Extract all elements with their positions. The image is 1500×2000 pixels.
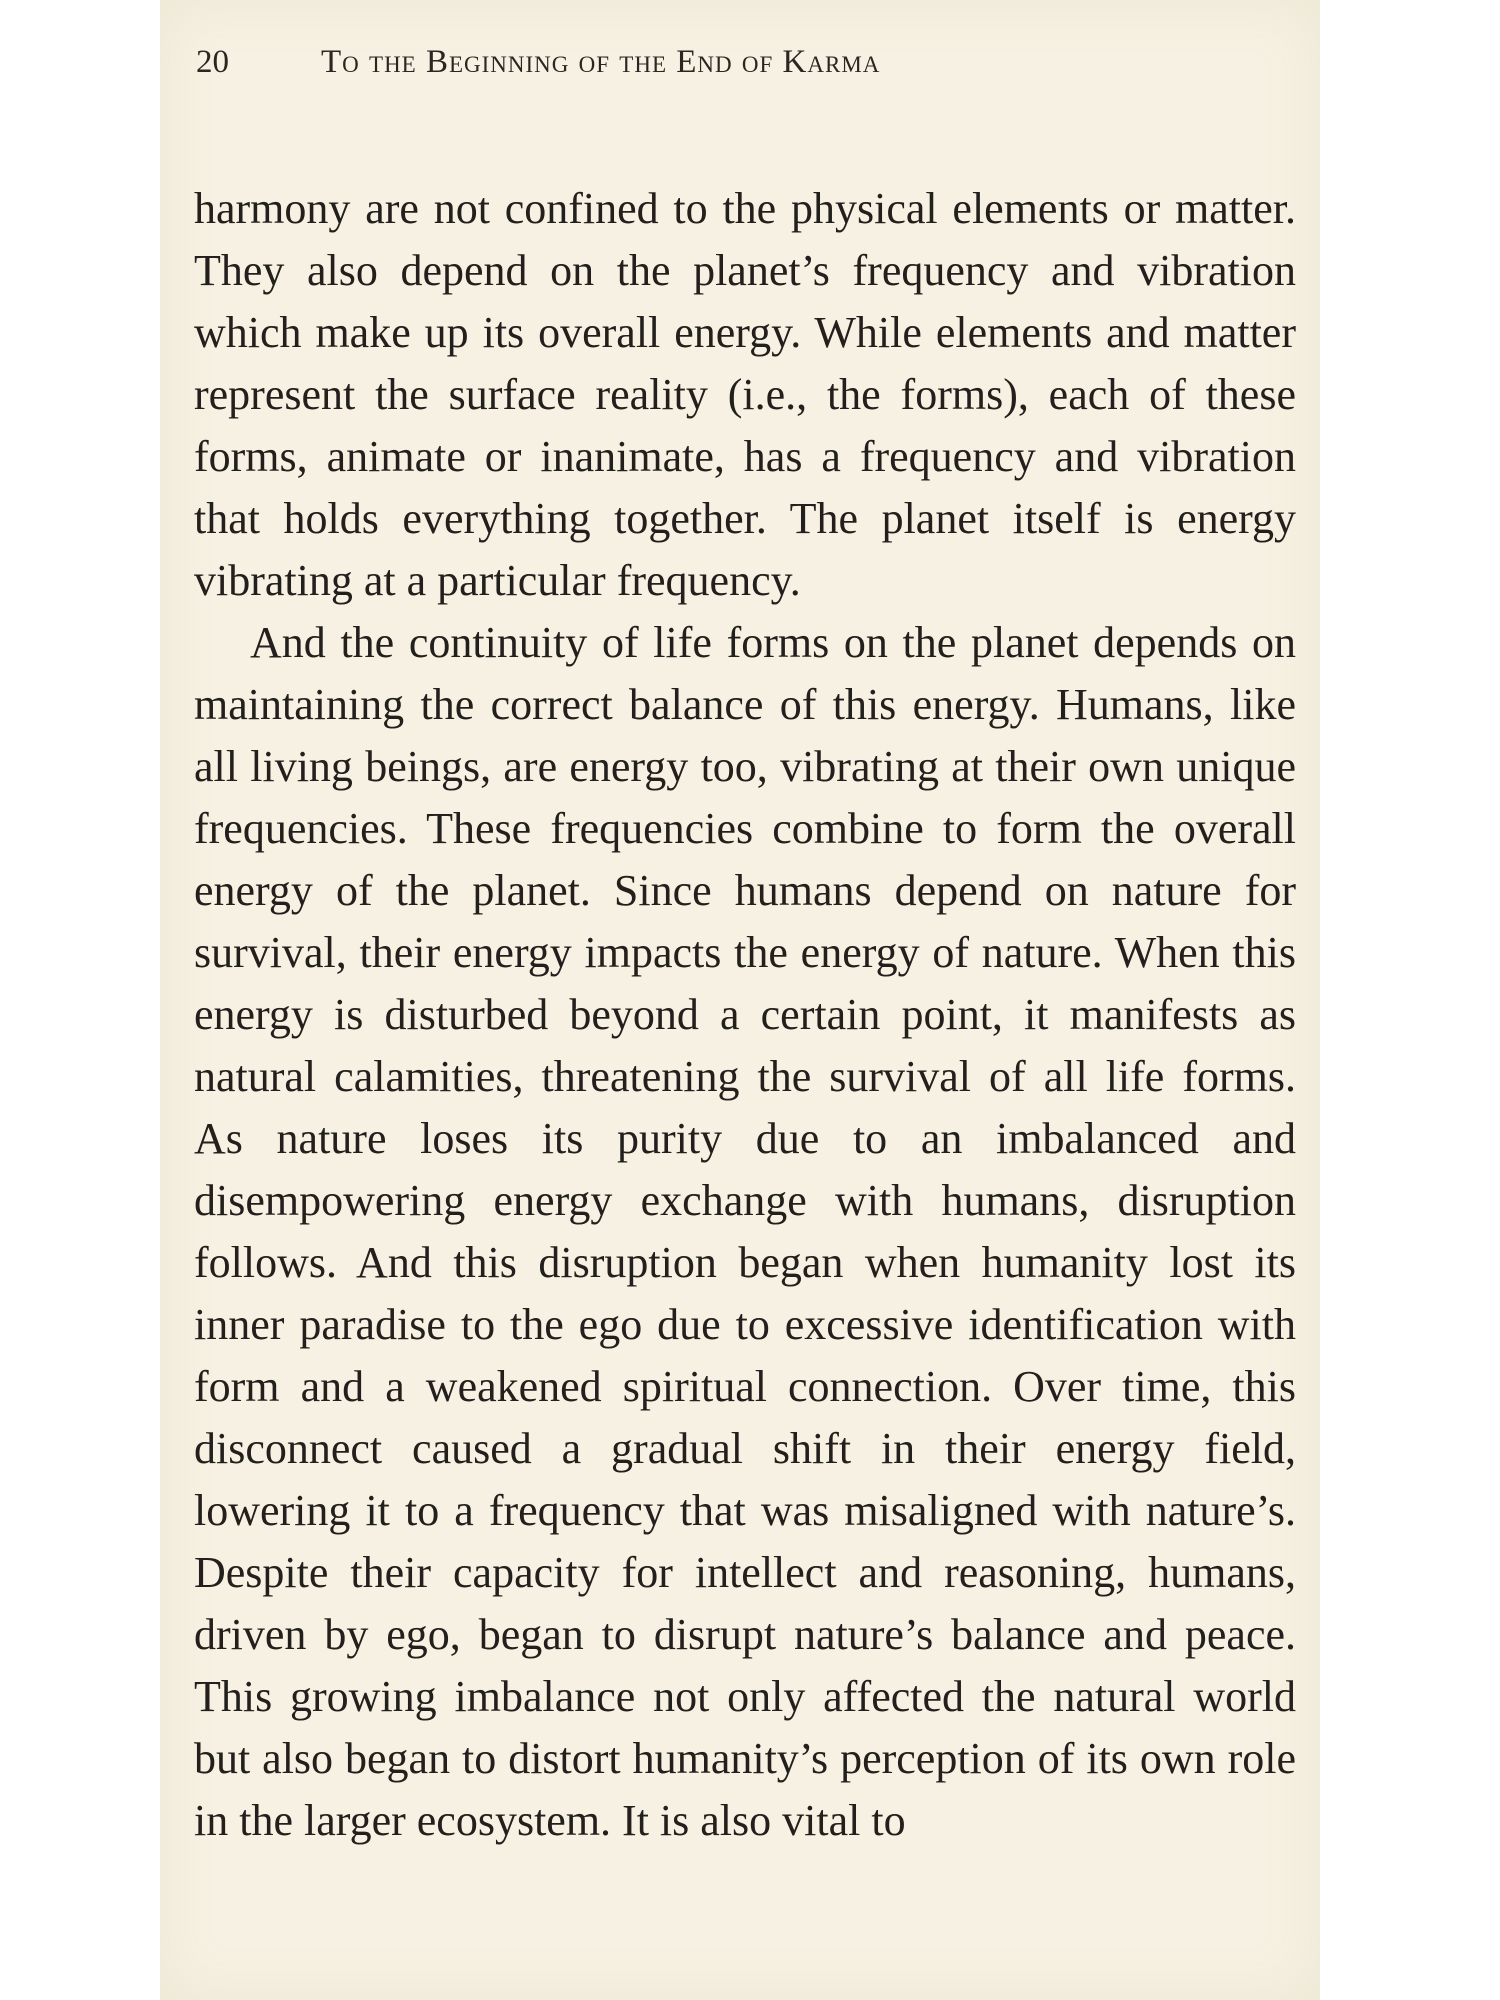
page-number: 20: [196, 44, 229, 80]
body-text: [194, 178, 1296, 1852]
book-page: [160, 0, 1320, 2000]
running-title: To the Beginning of the End of Karma: [321, 44, 881, 80]
paragraph: And the continuity of life forms on the planet depends on maintaining the correct balance of this energy. Humans, like all living beings, are energy too, vibrating at their own unique frequencies. These frequencies combine to form the overall energy of the planet. Since humans depend on nature for survival, their energy impacts the energy of nature. When this energy is disturbed beyond a certain point, it manifests as natural calamities, threatening the survival of all life forms. As nature loses its purity due to an imbalanced and disempowering energy exchange with humans, disruption follows. And this disruption began when humanity lost its inner paradise to the ego due to excessive identification with form and a weakened spiritual connection. Over time, this disconnect caused a gradual shift in their energy field, lowering it to a frequency that was misaligned with nature’s. Despite their capacity for intellect and reasoning, humans, driven by ego, began to disrupt nature’s balance and peace. This growing imbalance not only affected the natural world but also began to distort humanity’s perception of its own role in the larger ecosystem. It is also vital to: [194, 618, 1296, 1845]
paragraph-continued: harmony are not confined to the physical elements or matter. They also depend on the planet’s frequency and vibration which make up its overall energy. While elements and matter represent the surface reality (i.e., the forms), each of these forms, animate or inanimate, has a frequency and vibration that holds everything together. The planet itself is energy vibrating at a particular frequency.: [194, 184, 1296, 605]
running-head: [196, 44, 880, 94]
